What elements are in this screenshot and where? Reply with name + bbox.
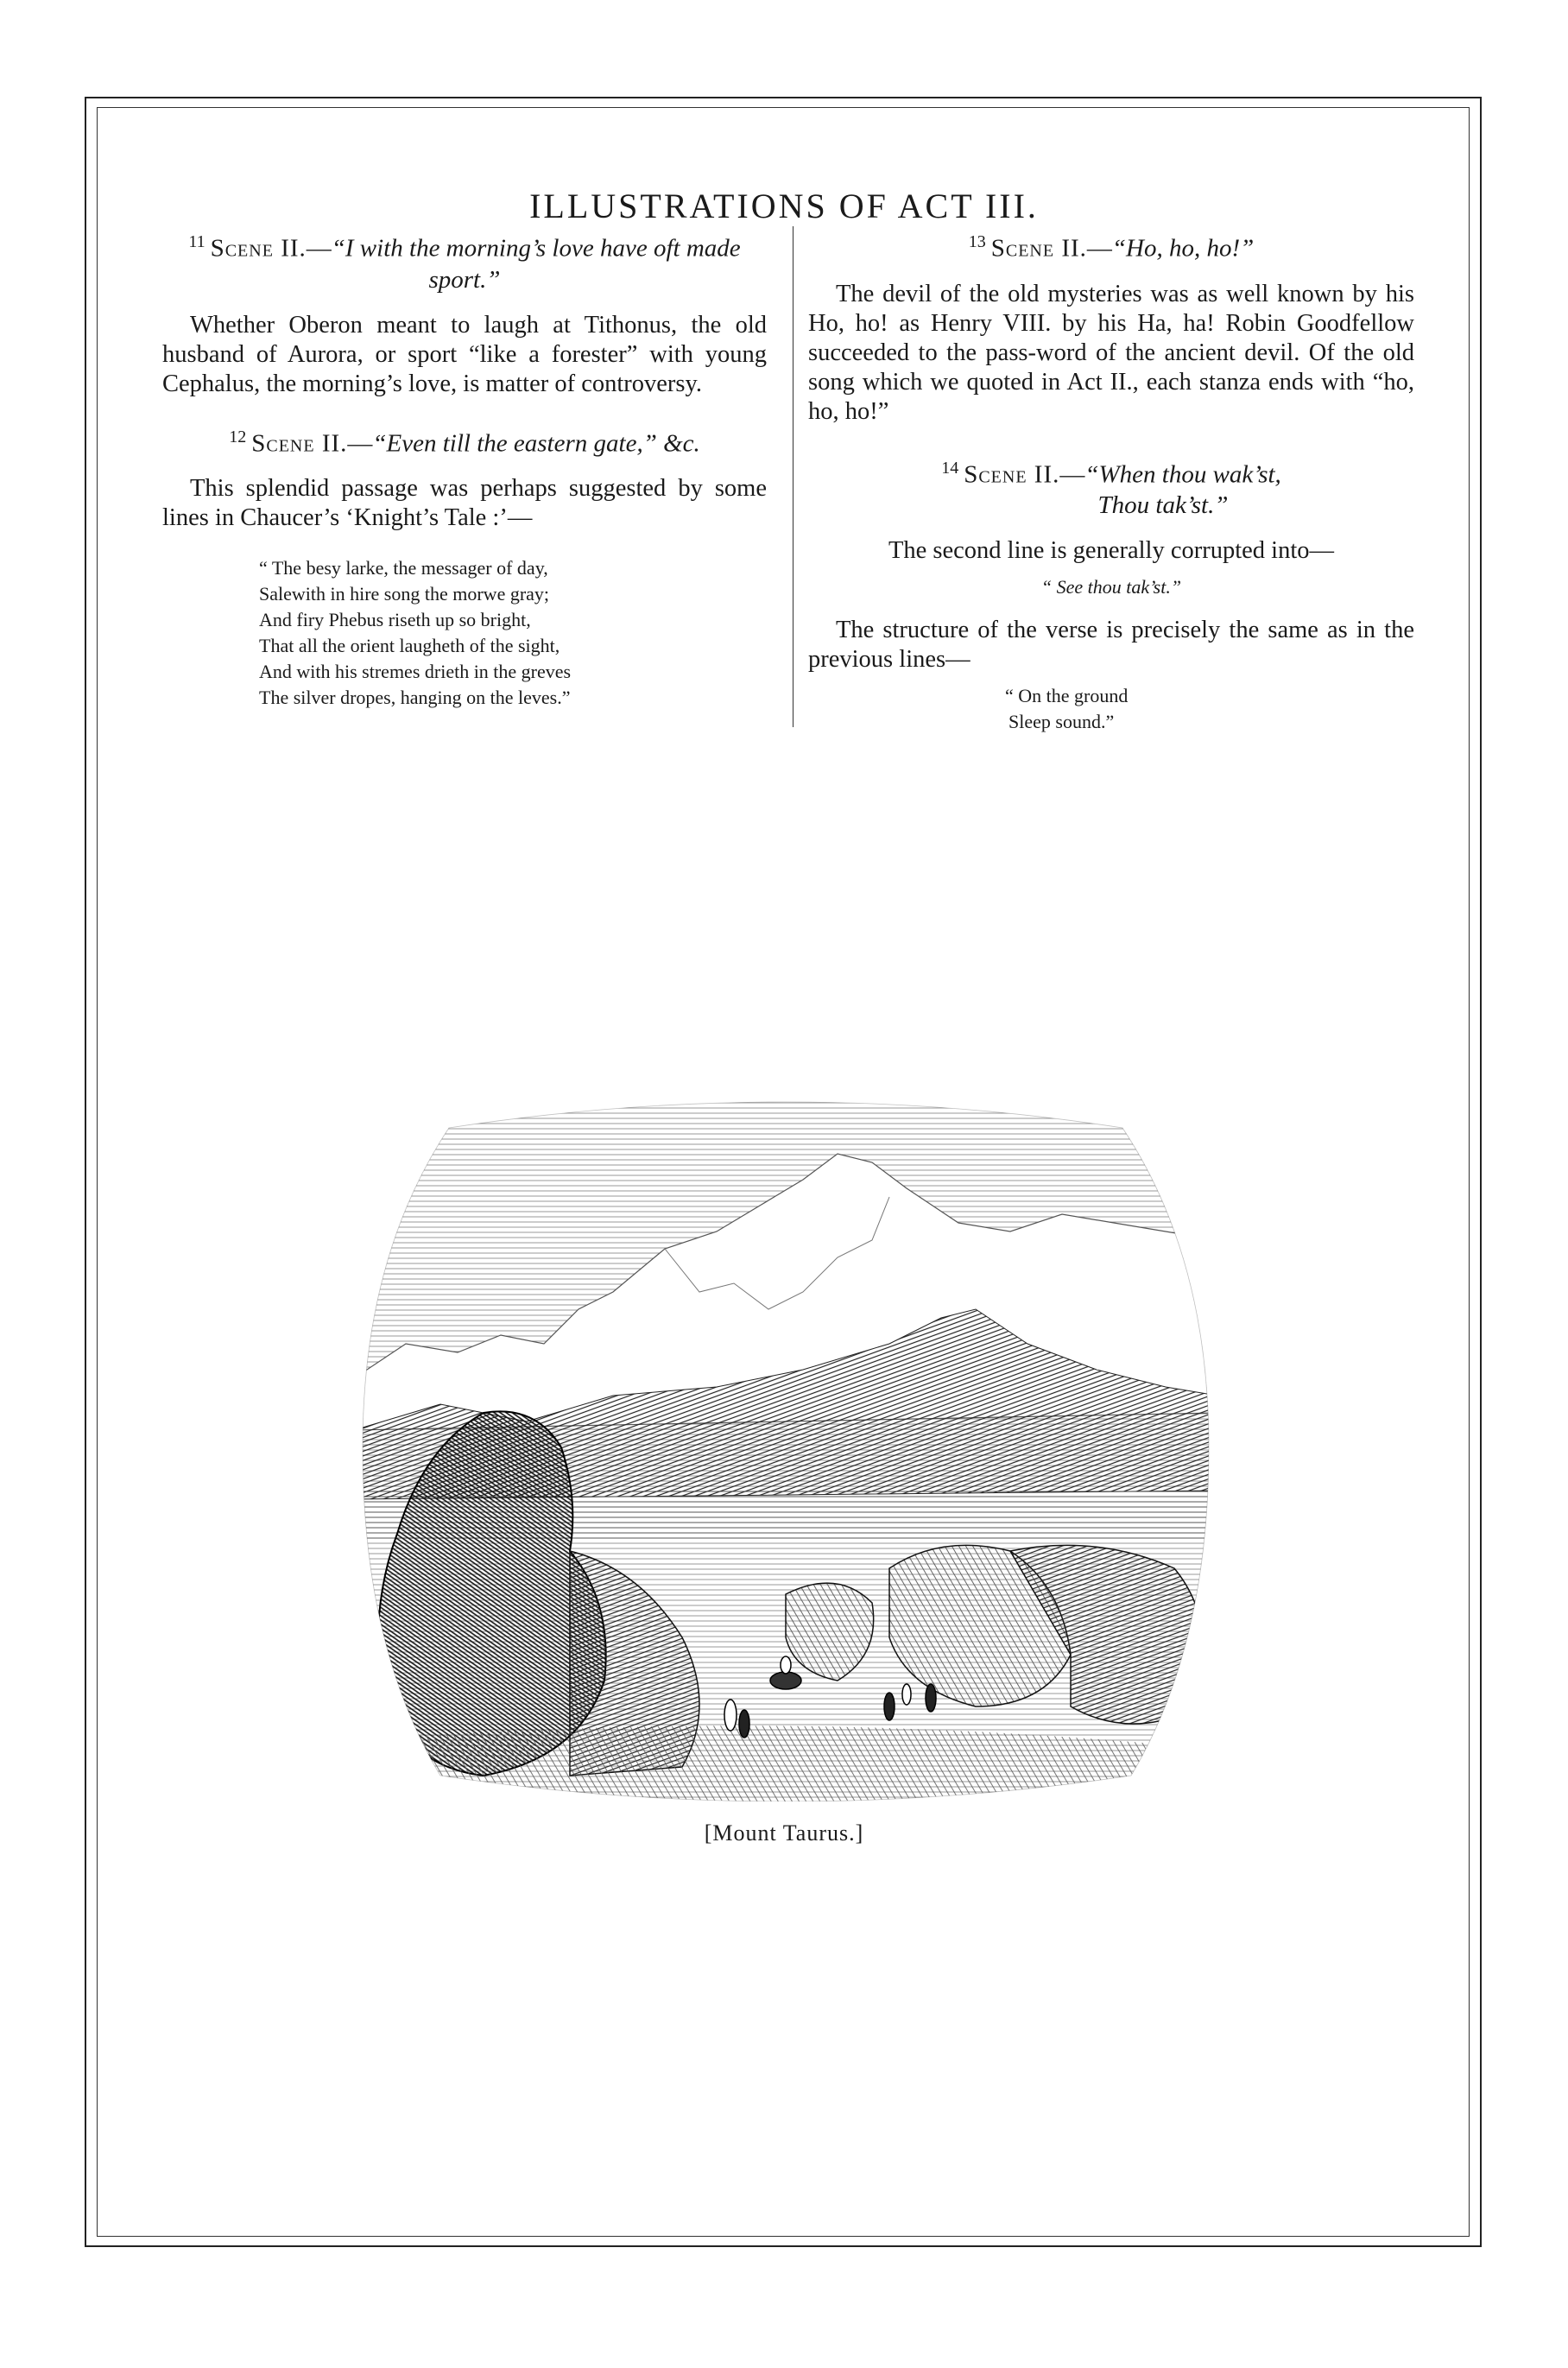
note-14-heading: $^{14}$ Scene II.—“When thou wak’st, Thou tak’st.” xyxy=(941,458,1281,520)
verse-line: That all the orient laugheth of the sight, xyxy=(259,635,560,657)
verse-line: “ On the ground xyxy=(1005,685,1129,707)
note-11-body: Whether Oberon meant to laugh at Tithonus, the old husband of Aurora, or sport “like a forester” with young Cephalus, the morning’s love, is matter of controversy. xyxy=(162,311,767,397)
verse-line: “ The besy larke, the messager of day, xyxy=(259,557,548,579)
chaucer-verse xyxy=(259,555,767,711)
note-11-scene: Scene II. xyxy=(210,234,307,263)
verse-line: Sleep sound.” xyxy=(1008,711,1115,733)
verse-line: The silver dropes, hanging on the leves.” xyxy=(259,687,571,709)
note-14-scene: Scene II. xyxy=(964,460,1060,489)
mount-taurus-engraving xyxy=(354,1085,1217,1801)
note-13-heading: $^{13}$ Scene II.—“Ho, ho, ho!” xyxy=(968,232,1255,263)
page-title: ILLUSTRATIONS OF ACT III. xyxy=(529,186,1039,225)
verse-line: And firy Phebus riseth up so bright, xyxy=(259,609,531,631)
note-14-citation: “ See thou tak’st.” xyxy=(1040,576,1182,598)
right-column xyxy=(793,226,1414,735)
note-13-quote: “Ho, ho, ho!” xyxy=(1111,234,1255,263)
note-11-quote: “I with the morning’s love have oft made sport.” xyxy=(331,234,741,294)
note-13-body: The devil of the old mysteries was as well known by his Ho, ho! as Henry VIII. by his Ha, ha! Robin Goodfellow succeeded to the pass-word of the ancient devil. Of the old song which we quoted in Act II., each stanza ends with “ho, ho, ho!” xyxy=(808,280,1414,425)
note-12-body: This splendid passage was perhaps suggested by some lines in Chaucer’s ‘Knight’s Tale :’— xyxy=(162,475,767,532)
verse-line: Salewith in hire song the morwe gray; xyxy=(259,583,550,605)
note-14-body-1: The second line is generally corrupted into— xyxy=(888,537,1334,565)
note-12-heading: $^{12}$ Scene II.—“Even till the eastern gate,” &c. xyxy=(229,427,700,458)
short-verse xyxy=(1005,683,1414,735)
verse-line: And with his stremes drieth in the greves xyxy=(259,661,572,683)
left-column xyxy=(162,226,767,728)
note-14-quote-line2: Thou tak’st.” xyxy=(1097,491,1229,520)
figure-caption: [Mount Taurus.] xyxy=(704,1820,864,1846)
note-14-body-2: The structure of the verse is precisely the same as in the previous lines— xyxy=(808,617,1414,674)
note-11-heading: $^{11}$ Scene II.—“I with the morning’s love have oft made sport.” xyxy=(188,232,741,294)
note-12-quote: “Even till the eastern gate,” &c. xyxy=(372,429,700,458)
note-14-quote-line1: “When thou wak’st, xyxy=(1084,460,1281,489)
note-12-scene: Scene II. xyxy=(251,429,348,458)
note-13-scene: Scene II. xyxy=(990,234,1087,263)
